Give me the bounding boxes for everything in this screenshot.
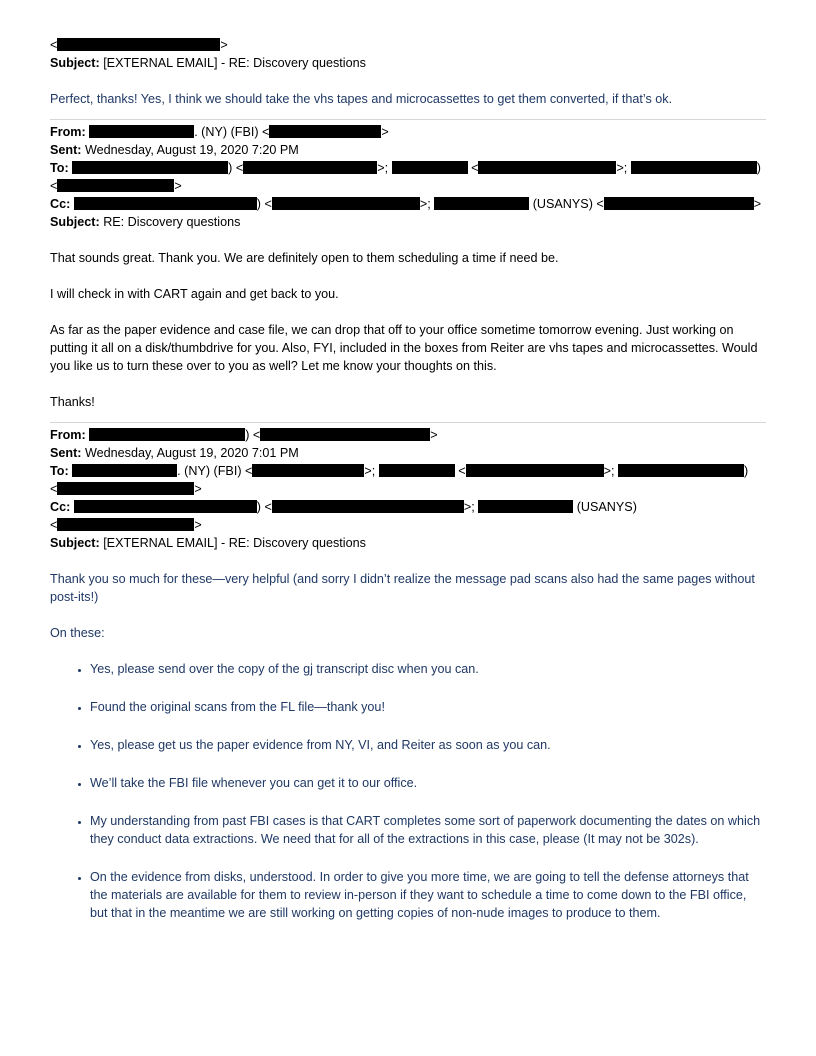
email2-paragraph-4: Thanks! bbox=[50, 395, 95, 409]
redaction bbox=[466, 464, 604, 477]
redaction bbox=[392, 161, 468, 174]
email3-subject-line: Subject: [EXTERNAL EMAIL] - RE: Discovery questions bbox=[50, 536, 366, 550]
document-page bbox=[50, 36, 766, 942]
redaction bbox=[89, 125, 194, 138]
email3-bullet-list bbox=[50, 660, 766, 922]
redaction bbox=[272, 500, 464, 513]
email3-cc-line: Cc: ) < >; (USANYS) bbox=[50, 500, 637, 514]
redaction bbox=[72, 464, 177, 477]
email3-cc-line-cont: < > bbox=[50, 518, 202, 532]
redaction bbox=[379, 464, 455, 477]
email2-paragraph-3: As far as the paper evidence and case file, we can drop that off to your office sometime tomorrow evening. Just working on putting it all on a disk/thumbdrive for you. Also, FYI, included in the boxes from Reiter are vhs tapes and microcassettes. Would you like us to turn these over to you as well? Let me know your thoughts on this. bbox=[50, 323, 758, 373]
redaction bbox=[72, 161, 228, 174]
email3-paragraph-1: Thank you so much for these—very helpful (and sorry I didn’t realize the message pad scans also had the same pages without post-its!) bbox=[50, 572, 755, 604]
email2-to-line-cont: < > bbox=[50, 179, 182, 193]
redaction bbox=[604, 197, 754, 210]
email2-to-line: To: ) < >; < >; ) bbox=[50, 161, 761, 175]
list-item: • Found the original scans from the FL file—thank you! bbox=[90, 698, 766, 716]
redaction bbox=[57, 518, 194, 531]
top-email-body: Perfect, thanks! Yes, I think we should take the vhs tapes and microcassettes to get them converted, if that’s ok. bbox=[50, 92, 673, 106]
email2-subject-line: Subject: RE: Discovery questions bbox=[50, 215, 241, 229]
email2-from-line: From: . (NY) (FBI) < > bbox=[50, 125, 389, 139]
email3-to-line-cont: < > bbox=[50, 482, 202, 496]
redaction bbox=[434, 197, 529, 210]
email3-paragraph-2: On these: bbox=[50, 626, 105, 640]
list-item: • Yes, please send over the copy of the gj transcript disc when you can. bbox=[90, 660, 766, 678]
redaction bbox=[252, 464, 364, 477]
redaction bbox=[57, 482, 194, 495]
redaction bbox=[478, 161, 616, 174]
email3-sent-line: Sent: Wednesday, August 19, 2020 7:01 PM bbox=[50, 446, 299, 460]
list-item: • We’ll take the FBI file whenever you can get it to our office. bbox=[90, 774, 766, 792]
top-address-line: < > bbox=[50, 38, 228, 52]
redaction bbox=[74, 500, 257, 513]
redaction bbox=[74, 197, 257, 210]
redaction bbox=[89, 428, 245, 441]
list-item: • My understanding from past FBI cases is that CART completes some sort of paperwork documenting the dates on which they conduct data extractions. We need that for all of the extractions in this case, please (It may not be 302s). bbox=[90, 812, 766, 848]
redaction bbox=[269, 125, 381, 138]
redaction bbox=[272, 197, 420, 210]
email3-from-line: From: ) < > bbox=[50, 428, 438, 442]
redaction bbox=[57, 179, 174, 192]
top-subject-line: Subject: [EXTERNAL EMAIL] - RE: Discovery questions bbox=[50, 56, 366, 70]
email2-paragraph-1: That sounds great. Thank you. We are definitely open to them scheduling a time if need be. bbox=[50, 251, 559, 265]
email3-to-line: To: . (NY) (FBI) < >; < >; ) bbox=[50, 464, 749, 478]
redaction bbox=[618, 464, 744, 477]
redaction bbox=[631, 161, 757, 174]
list-item: • Yes, please get us the paper evidence from NY, VI, and Reiter as soon as you can. bbox=[90, 736, 766, 754]
redaction bbox=[57, 38, 220, 51]
list-item: • On the evidence from disks, understood. In order to give you more time, we are going to tell the defense attorneys that the materials are available for them to review in-person if they want to schedule a time to come down to the FBI office, but that in the meantime we are still working on getting copies of non-nude images to produce to them. bbox=[90, 868, 766, 922]
divider bbox=[50, 422, 766, 423]
email2-cc-line: Cc: ) < >; (USANYS) < > bbox=[50, 197, 762, 211]
divider bbox=[50, 119, 766, 120]
redaction bbox=[243, 161, 377, 174]
email2-sent-line: Sent: Wednesday, August 19, 2020 7:20 PM bbox=[50, 143, 299, 157]
email2-paragraph-2: I will check in with CART again and get back to you. bbox=[50, 287, 339, 301]
redaction bbox=[260, 428, 430, 441]
redaction bbox=[478, 500, 573, 513]
